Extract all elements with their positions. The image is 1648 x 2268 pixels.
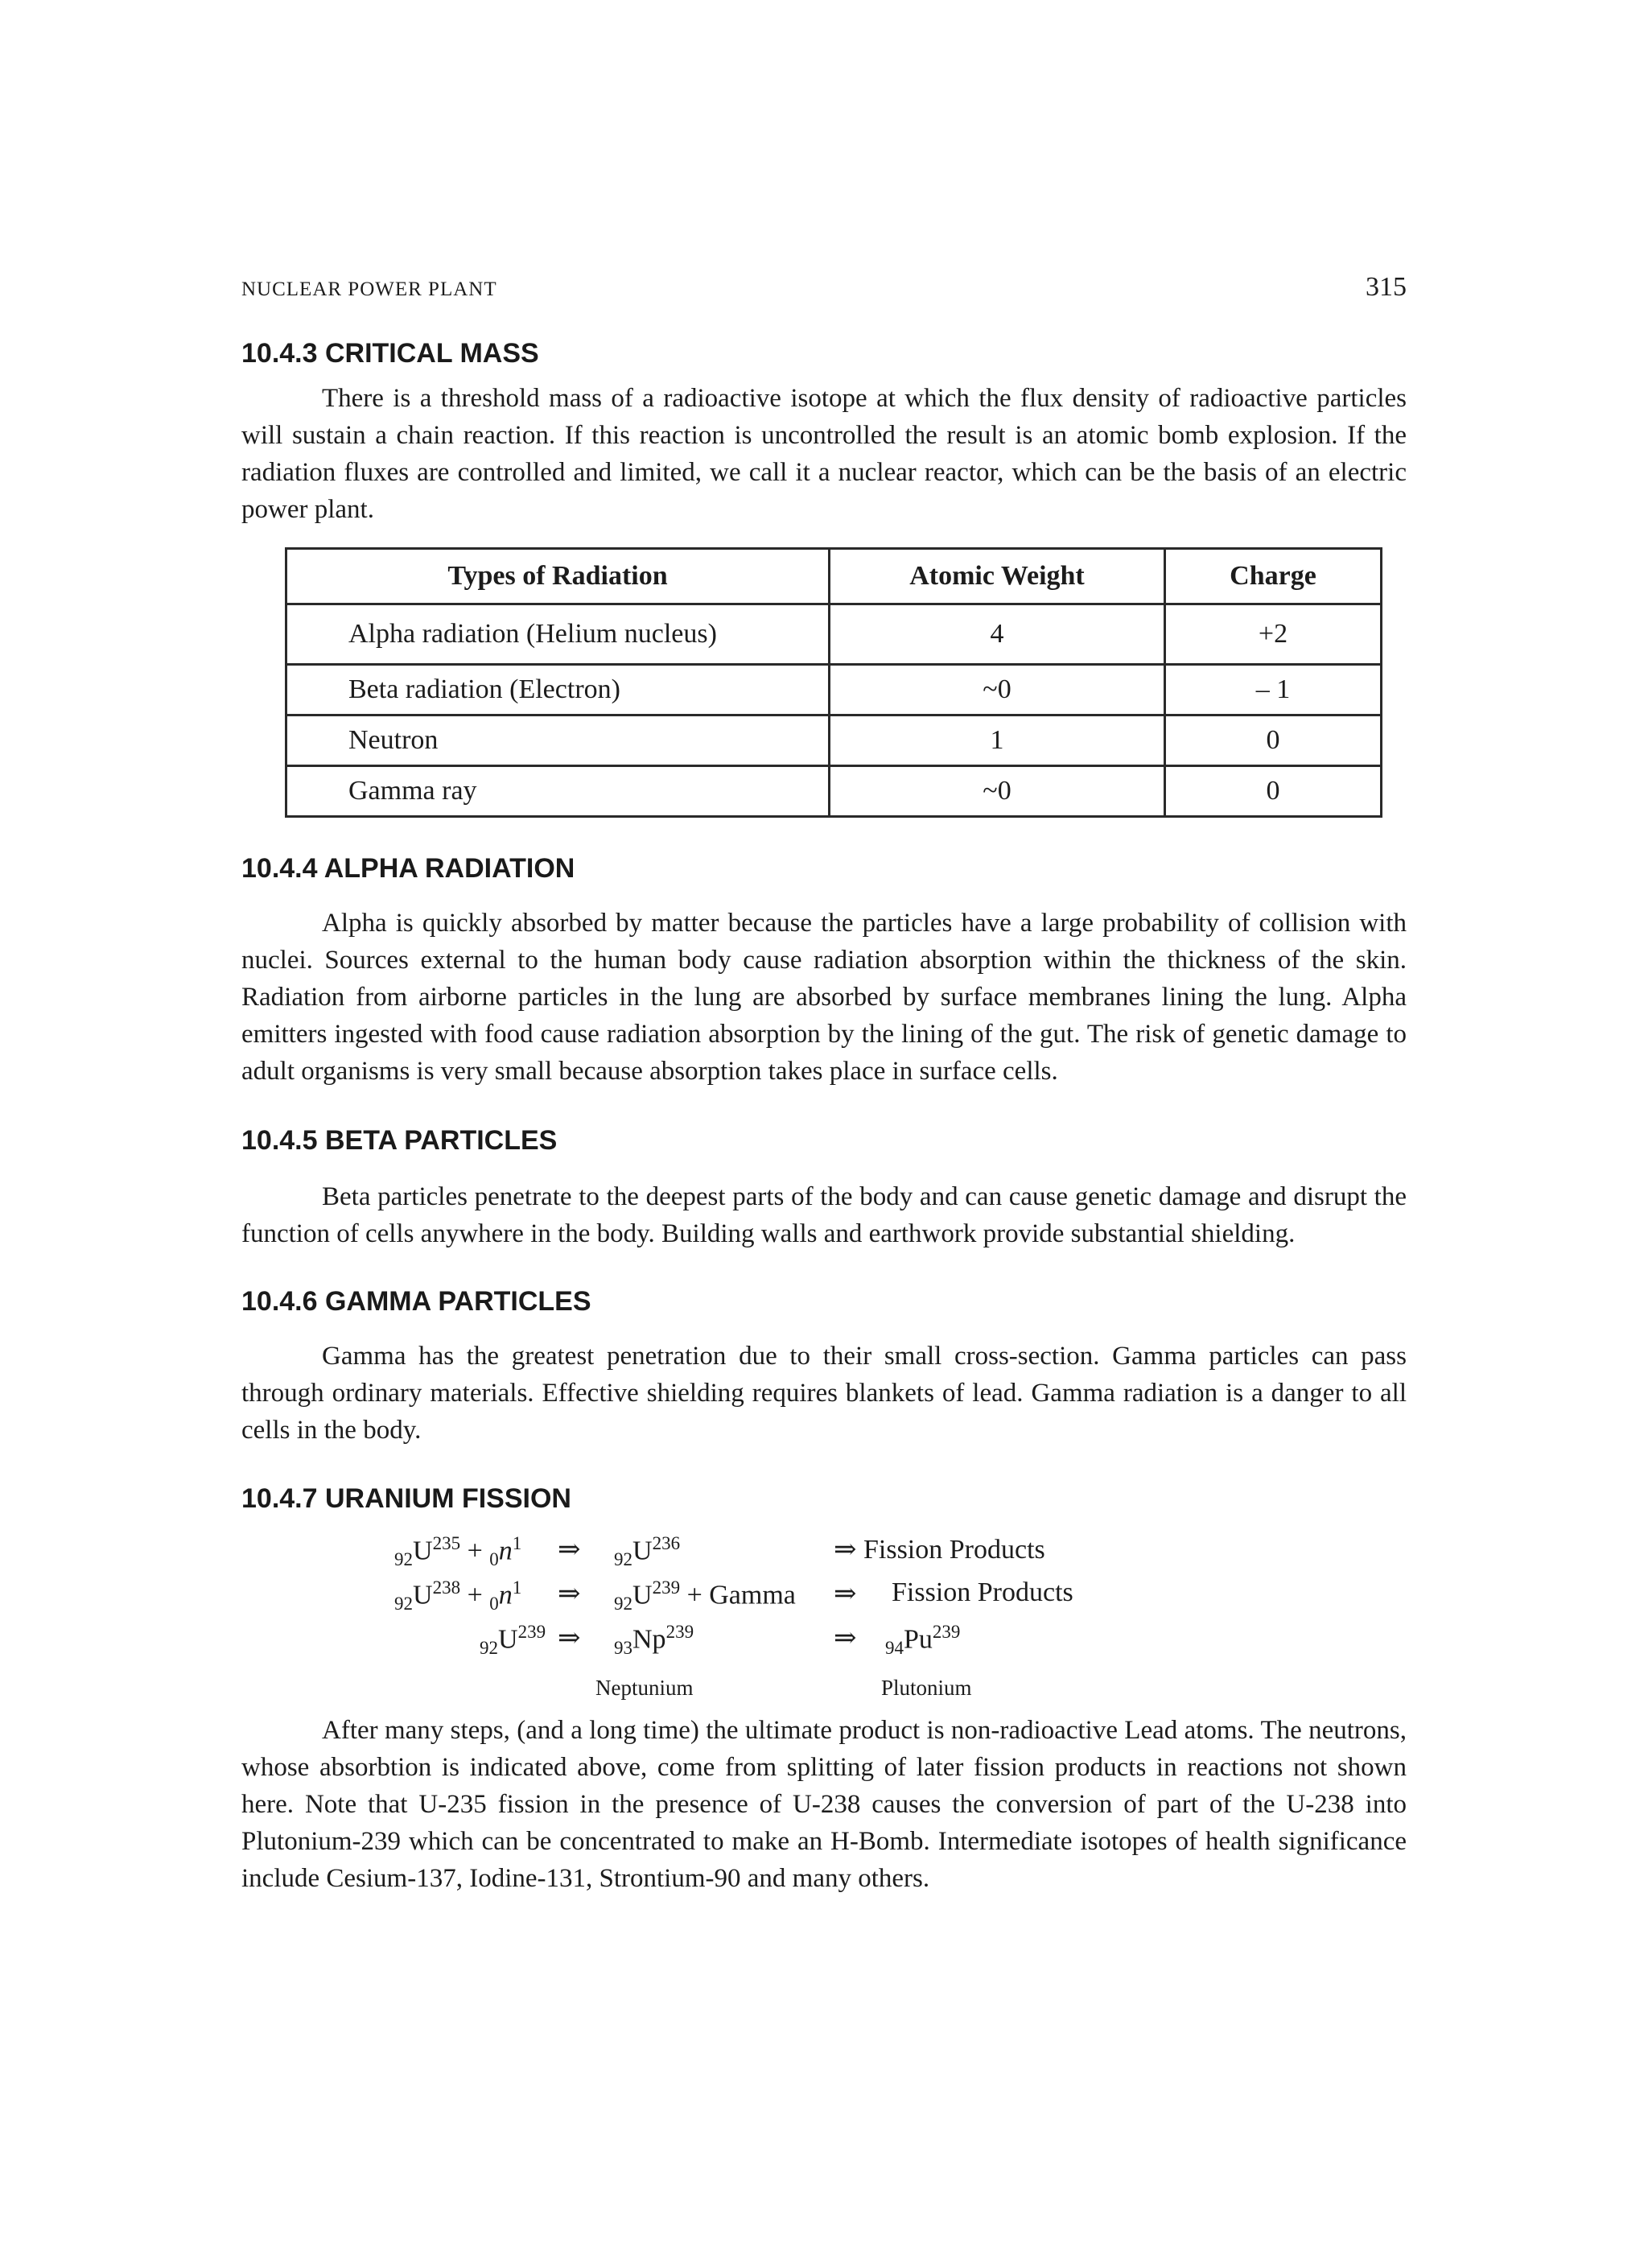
equation-3-arrow-2: ⇒ [834,1623,857,1653]
equation-1-lhs: $_{92}U^{235} + _0n^1$ [394,1533,522,1570]
table-row [286,715,1382,766]
column-header: Charge [1165,549,1382,604]
table-cell: 0 [1165,766,1382,817]
equation-3-final: $_{94}Pu^{239}$ [885,1622,961,1659]
table-cell: Gamma ray [286,766,830,817]
column-header: Atomic Weight [830,549,1165,604]
paragraph-alpha-radiation: Alpha is quickly absorbed by matter because the particles have a large probability of collision with nuclei. Sources external to the human body cause radiation absorption within the thickness of the skin. Radiation from airborne particles in the lung are absorbed by surface membranes lining the lung. Alpha emitters ingested with food cause radiation absorption by the lining of the gut. The risk of genetic damage to adult organisms is very small because absorption takes place in surface cells. [241,909,1407,1086]
equation-1-result: ⇒ Fission Products [834,1535,1045,1565]
equation-3-arrow: ⇒ [558,1623,581,1653]
table-cell: ~0 [830,766,1165,817]
equation-2-lhs: $_{92}U^{238} + _0n^1$ [394,1577,522,1614]
equation-1-product: $_{92}U^{236}$ [614,1533,681,1570]
table-cell: 0 [1165,715,1382,766]
table-cell: – 1 [1165,665,1382,715]
table-cell: 1 [830,715,1165,766]
section-heading-beta-particles: 10.4.5 BETA PARTICLES [241,1125,558,1156]
equation-2-result: Fission Products [892,1577,1073,1607]
table-row [286,766,1382,817]
paragraph-critical-mass: There is a threshold mass of a radioactive isotope at which the flux density of radioactive particles will sustain a chain reaction. If this reaction is uncontrolled the result is an atomic bomb explosion. If the radiation fluxes are controlled and limited, we call it a nuclear reactor, which can be the basis of an electric power plant. [241,384,1407,524]
table-cell: +2 [1165,604,1382,665]
table-cell: 4 [830,604,1165,665]
table-cell: Alpha radiation (Helium nucleus) [286,604,830,665]
paragraph-gamma-particles: Gamma has the greatest penetration due to their small cross-section. Gamma particles can pass through ordinary materials. Effective shielding requires blankets of lead. Gamma radiation is a danger to all cells in the body. [241,1342,1407,1445]
page-number: 315 [1366,272,1407,302]
paragraph-beta-particles: Beta particles penetrate to the deepest parts of the body and can cause genetic damage and disrupt the function of cells anywhere in the body. Building walls and earthwork provide substantial shielding. [241,1182,1407,1248]
equation-3-lhs: $_{92}U^{239}$ [480,1622,546,1659]
paragraph-uranium-fission: After many steps, (and a long time) the ultimate product is non-radioactive Lead atoms. The neutrons, whose absorbtion is indicated above, come from splitting of later fission products in reactions not shown here. Note that U-235 fission in the presence of U-238 causes the conversion of part of the U-238 into Plutonium-239 which can be concentrated to make an H-Bomb. Intermediate isotopes of health significance include Cesium-137, Iodine-131, Strontium-90 and many others. [241,1716,1407,1893]
section-heading-critical-mass: 10.4.3 CRITICAL MASS [241,338,539,369]
column-header: Types of Radiation [286,549,830,604]
table-cell: ~0 [830,665,1165,715]
equation-1-arrow: ⇒ [558,1535,581,1565]
equation-3-product: $_{93}Np^{239}$ [614,1622,694,1659]
section-heading-uranium-fission: 10.4.7 URANIUM FISSION [241,1483,571,1514]
label-plutonium: Plutonium [881,1676,972,1700]
section-heading-gamma-particles: 10.4.6 GAMMA PARTICLES [241,1286,591,1317]
table-header-row [286,549,1382,604]
equation-2-product: $_{92}U^{239}$ + Gamma [614,1577,796,1614]
equation-2-arrow: ⇒ [558,1579,581,1609]
equation-2-arrow-2: ⇒ [834,1579,857,1609]
table-row [286,604,1382,665]
table-cell: Beta radiation (Electron) [286,665,830,715]
running-head: NUCLEAR POWER PLANT [241,278,497,300]
label-neptunium: Neptunium [595,1676,694,1700]
table-row [286,665,1382,715]
section-heading-alpha-radiation: 10.4.4 ALPHA RADIATION [241,853,575,884]
radiation-table [285,547,1382,818]
table-cell: Neutron [286,715,830,766]
